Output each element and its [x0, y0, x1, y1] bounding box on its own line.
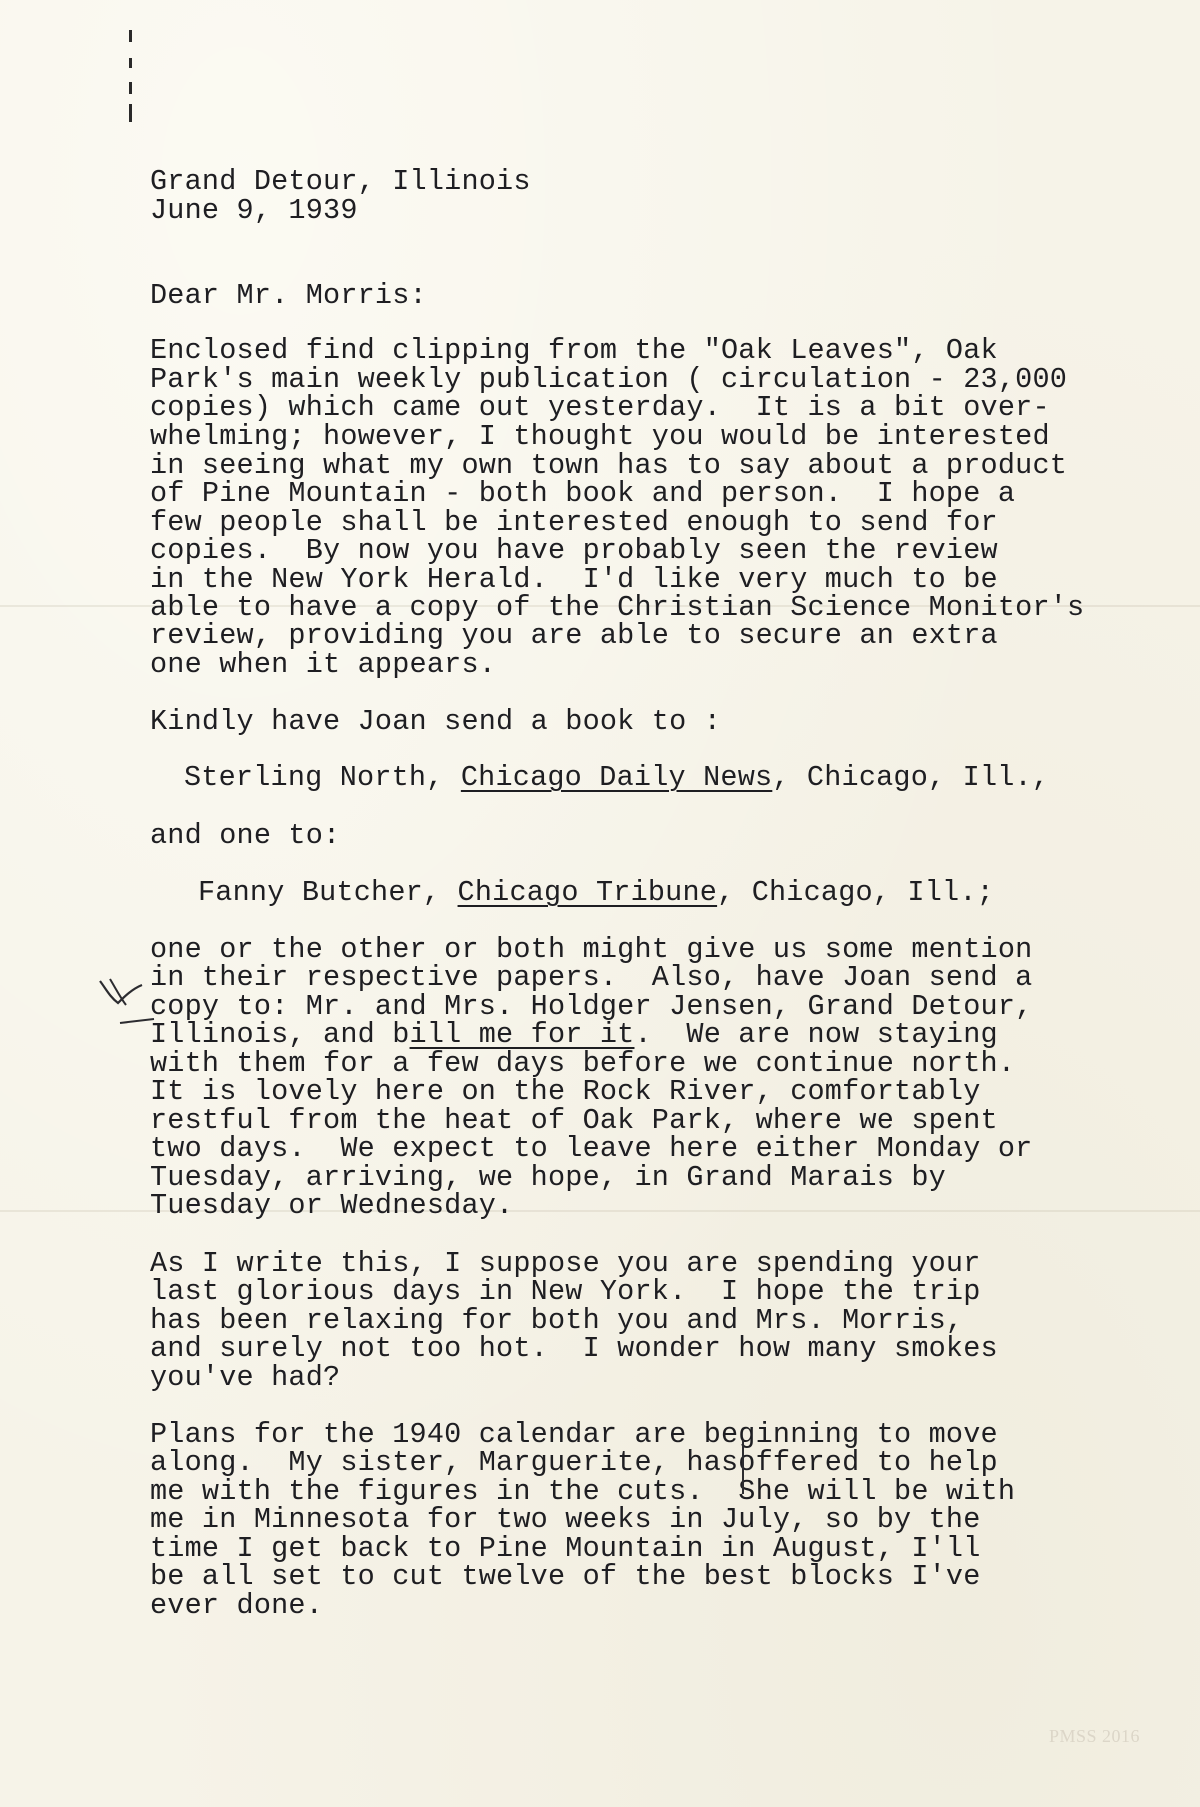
body-line: review, providing you are able to secure an extra: [150, 619, 998, 652]
recipient-address: , Chicago, Ill.;: [717, 876, 994, 909]
body-line: Plans for the 1940 calendar are beginning to move: [150, 1418, 998, 1451]
body-line: one when it appears.: [150, 648, 497, 681]
body-line: It is lovely here on the Rock River, comfortably: [150, 1075, 981, 1108]
body-line: with them for a few days before we continue north.: [150, 1047, 1016, 1080]
pencil-insert-mark-icon: [738, 1440, 748, 1494]
body-text: . We are now staying: [634, 1018, 998, 1051]
newspaper-name: Chicago Tribune: [457, 876, 718, 909]
body-line: one or the other or both might give us some mention: [150, 933, 1033, 966]
staple-mark: [129, 30, 132, 42]
body-line: copy to: Mr. and Mrs. Holdger Jensen, Grand Detour,: [150, 990, 1033, 1023]
letter-place: Grand Detour, Illinois: [150, 165, 531, 198]
recipient-line: [198, 876, 994, 909]
body-line: me with the figures in the cuts. She will be with: [150, 1475, 1016, 1508]
letter-date: June 9, 1939: [150, 194, 358, 227]
body-line: you've had?: [150, 1361, 341, 1394]
body-line: time I get back to Pine Mountain in August, I'll: [150, 1532, 981, 1565]
letter-salutation: Dear Mr. Morris:: [150, 279, 427, 312]
body-line: Tuesday, arriving, we hope, in Grand Marais by: [150, 1161, 946, 1194]
body-line: restful from the heat of Oak Park, where we spent: [150, 1104, 998, 1137]
body-line: has been relaxing for both you and Mrs. Morris,: [150, 1304, 964, 1337]
body-line: As I write this, I suppose you are spending your: [150, 1247, 981, 1280]
recipient-name: Sterling North,: [184, 761, 461, 794]
body-line: able to have a copy of the Christian Science Monitor's: [150, 591, 1085, 624]
staple-mark: [129, 82, 132, 94]
body-line: and surely not too hot. I wonder how many smokes: [150, 1332, 998, 1365]
staple-mark: [129, 58, 132, 68]
newspaper-name: Chicago Daily News: [460, 761, 773, 794]
body-line: ever done.: [150, 1589, 324, 1622]
pencil-check-mark-icon: [96, 975, 156, 1045]
body-line: copies) which came out yesterday. It is a bit over-: [150, 391, 1050, 424]
body-line: in the New York Herald. I'd like very much to be: [150, 563, 998, 596]
body-line: few people shall be interested enough to send for: [150, 506, 998, 539]
body-line: in their respective papers. Also, have Joan send a: [150, 961, 1033, 994]
body-line: [150, 1018, 998, 1051]
body-line: Park's main weekly publication ( circulation - 23,000: [150, 363, 1068, 396]
body-line: in seeing what my own town has to say about a product: [150, 449, 1068, 482]
recipient-name: Fanny Butcher,: [198, 876, 458, 909]
body-line: of Pine Mountain - both book and person. I hope a: [150, 477, 1016, 510]
archive-watermark: PMSS 2016: [1048, 1726, 1140, 1746]
body-line: be all set to cut twelve of the best blocks I've: [150, 1560, 981, 1593]
body-line: two days. We expect to leave here either Monday or: [150, 1132, 1033, 1165]
staple-mark: [129, 104, 132, 122]
body-line: along. My sister, Marguerite, hasoffered to help: [150, 1446, 998, 1479]
body-line: copies. By now you have probably seen the review: [150, 534, 998, 567]
body-line: Enclosed find clipping from the "Oak Leaves", Oak: [150, 334, 998, 367]
recipient-address: , Chicago, Ill.,: [772, 761, 1050, 794]
recipient-line: [184, 761, 1050, 794]
body-line: me in Minnesota for two weeks in July, so by the: [150, 1503, 981, 1536]
body-line: and one to:: [150, 819, 341, 852]
body-line: Tuesday or Wednesday.: [150, 1189, 514, 1222]
body-line: Kindly have Joan send a book to :: [150, 705, 721, 738]
underlined-text: ill me for it: [409, 1018, 635, 1051]
body-line: last glorious days in New York. I hope the trip: [150, 1275, 981, 1308]
body-line: whelming; however, I thought you would be interested: [150, 420, 1050, 453]
body-text: Illinois, and b: [150, 1018, 410, 1051]
